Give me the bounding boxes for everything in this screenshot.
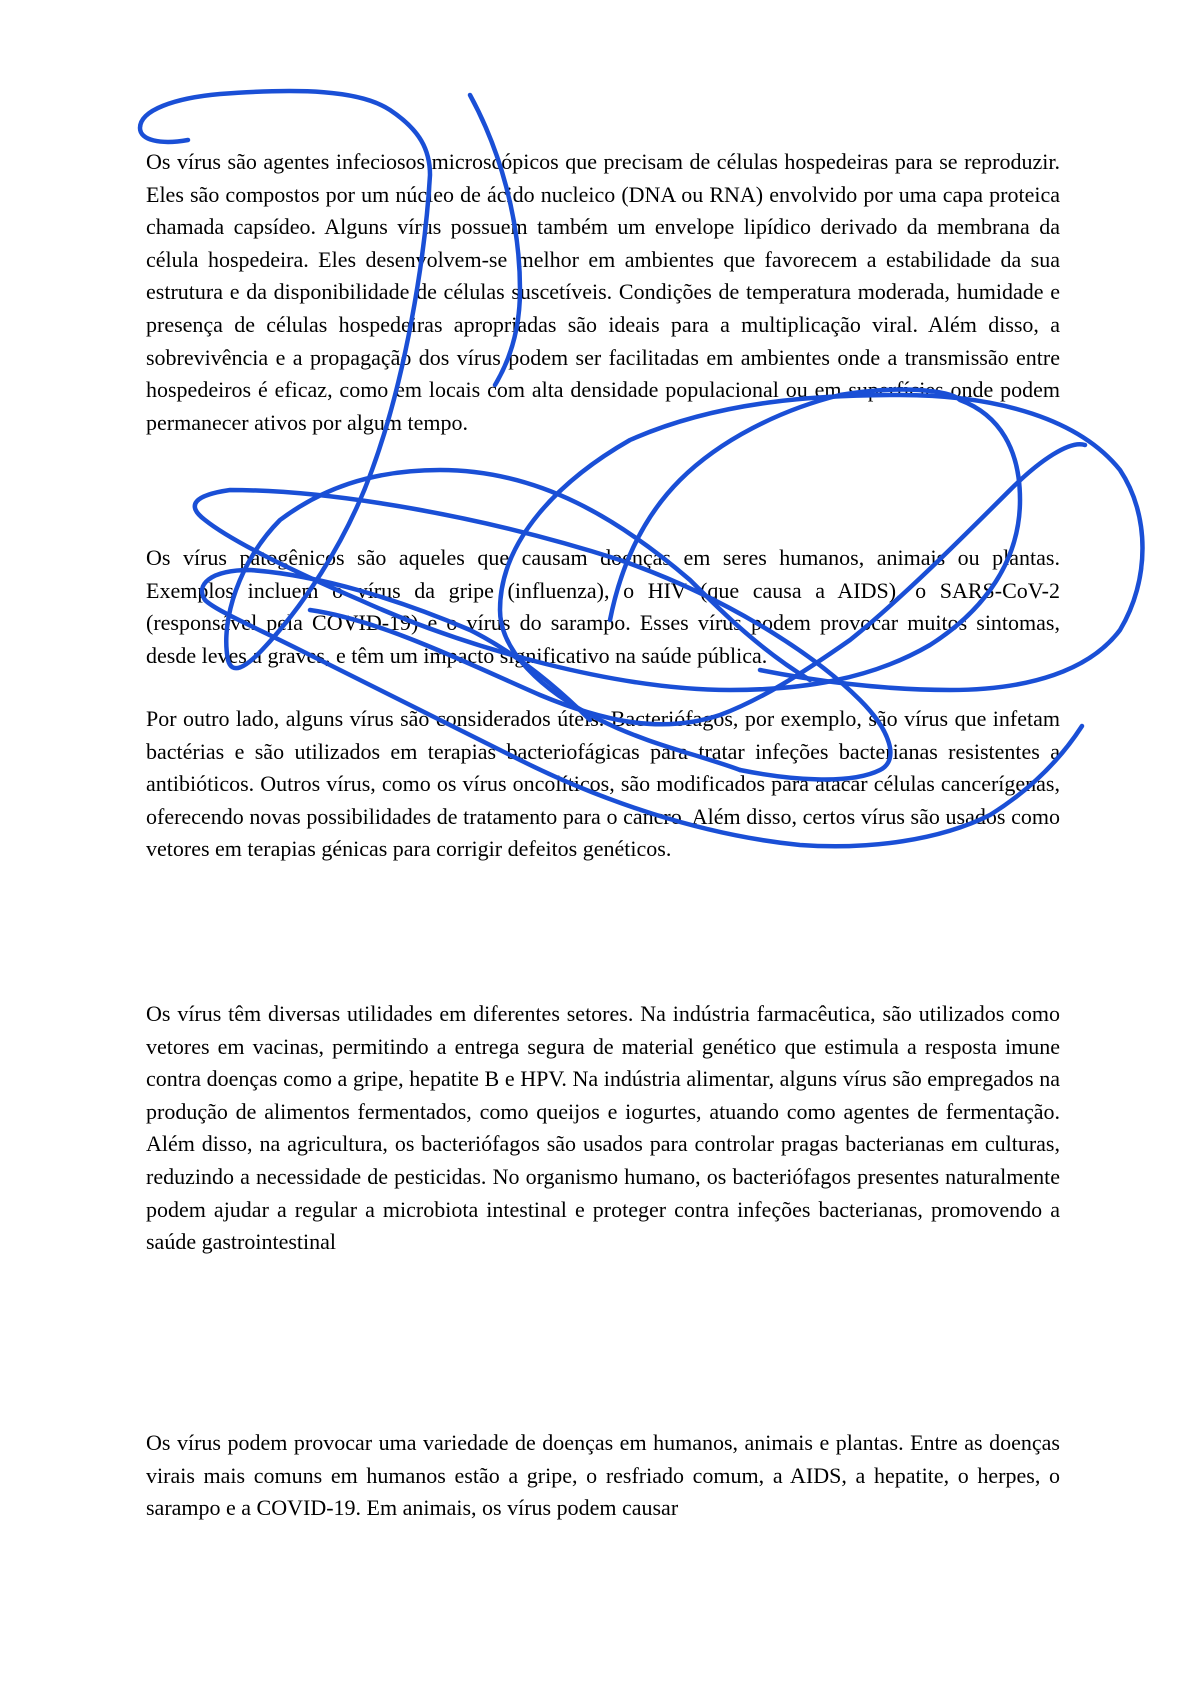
paragraph-virus-uses: Os vírus têm diversas utilidades em diferentes setores. Na indústria farmacêutica, são utilizados como vetores em vacinas, permitindo a entrega segura de material genético que estimula a resposta imune contra doenças como a gripe, hepatite B e HPV. Na indústria alimentar, alguns vírus são empregados na produção de alimentos fermentados, como queijos e iogurtes, atuando como agentes de fermentação. Além disso, na agricultura, os bacteriófagos são usados para controlar pragas bacterianas em culturas, reduzindo a necessidade de pesticidas. No organismo humano, os bacteriófagos presentes naturalmente podem ajudar a regular a microbiota intestinal e proteger contra infeções bacterianas, promovendo a saúde gastrointestinal: [146, 1001, 1060, 1255]
paragraph-useful-viruses: Por outro lado, alguns vírus são considerados úteis. Bacteriófagos, por exemplo, são vírus que infetam bactérias e são utilizados em terapias bacteriofágicas para tratar infeções bacterianas resistentes a antibióticos. Outros vírus, como os vírus oncolíticos, são modificados para atacar células cancerígenas, oferecendo novas possibilidades de tratamento para o cancro. Além disso, certos vírus são usados como vetores em terapias génicas para corrigir defeitos genéticos.: [146, 706, 1060, 862]
paragraph-pathogenic-viruses: Os vírus patogênicos são aqueles que causam doenças em seres humanos, animais ou plantas. Exemplos incluem o vírus da gripe (influenza), o HIV (que causa a AIDS), o SARS-CoV-2 (responsável pela COVID-19) e o vírus do sarampo. Esses vírus podem provocar muitos sintomas, desde leves a graves, e têm um impacto significativo na saúde pública.: [146, 545, 1060, 668]
paragraph-viral-diseases: Os vírus podem provocar uma variedade de doenças em humanos, animais e plantas. Entre as doenças virais mais comuns em humanos estão a gripe, o resfriado comum, a AIDS, a hepatite, o herpes, o sarampo e a COVID-19. Em animais, os vírus podem causar: [146, 1430, 1060, 1521]
paragraph-virus-definition: Os vírus são agentes infeciosos microscópicos que precisam de células hospedeiras para se reproduzir. Eles são compostos por um núcleo de ácido nucleico (DNA ou RNA) envolvido por uma capa proteica chamada capsídeo. Alguns vírus possuem também um envelope lipídico derivado da membrana da célula hospedeira. Eles desenvolvem-se melhor em ambientes que favorecem a estabilidade da sua estrutura e da disponibilidade de células suscetíveis. Condições de temperatura moderada, humidade e presença de células hospedeiras apropriadas são ideais para a multiplicação viral. Além disso, a sobrevivência e a propagação dos vírus podem ser facilitadas em ambientes onde a transmissão entre hospedeiros é eficaz, como em locais com alta densidade populacional ou em superfícies onde podem permanecer ativos por algum tempo.: [146, 149, 1060, 435]
